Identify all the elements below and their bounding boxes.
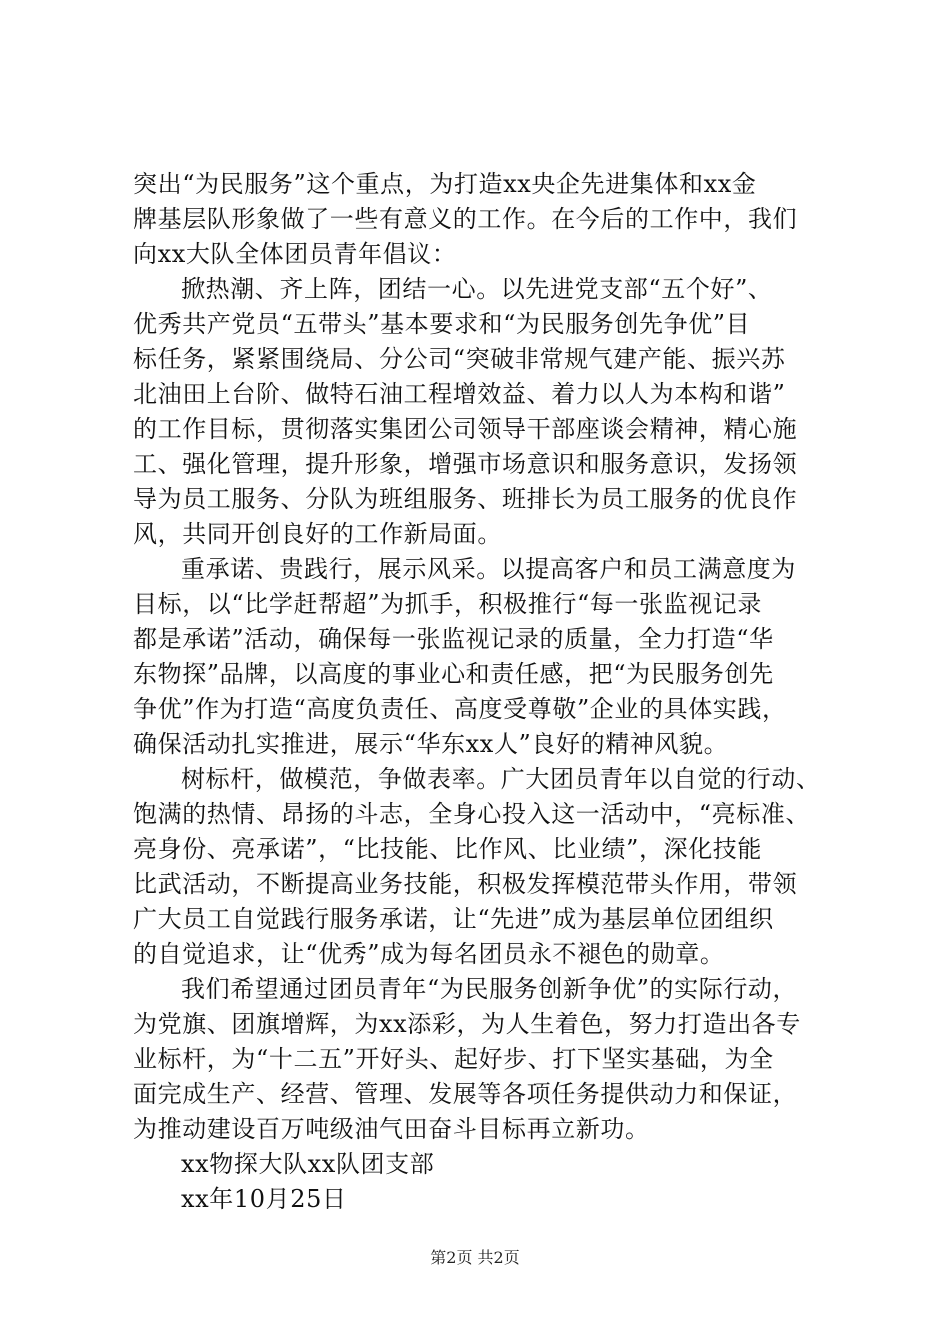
text-line: 饱满的热情、昂扬的斗志，全身心投入这一活动中，“亮标准、 (133, 800, 811, 828)
text-line: 突出“为民服务”这个重点，为打造xx央企先进集体和xx金 (133, 170, 757, 198)
text-line: 标任务，紧紧围绕局、分公司“突破非常规气建产能、振兴苏 (133, 345, 786, 373)
paragraph-4-start: 我们希望通过团员青年“为民服务创新争优”的实际行动， (181, 975, 798, 1003)
text-line: 目标，以“比学赶帮超”为抓手，积极推行“每一张监视记录 (133, 590, 763, 618)
text-line: 确保活动扎实推进，展示“华东xx人”良好的精神风貌。 (133, 730, 729, 758)
text-line: 比武活动，不断提高业务技能，积极发挥模范带头作用，带领 (133, 870, 798, 898)
signature-organization: xx物探大队xx队团支部 (181, 1150, 435, 1178)
text-line: 导为员工服务、分队为班组服务、班排长为员工服务的优良作 (133, 485, 798, 513)
text-line: 广大员工自觉践行服务承诺，让“先进”成为基层单位团组织 (133, 905, 774, 933)
text-line: 的工作目标，贯彻落实集团公司领导干部座谈会精神，精心施 (133, 415, 798, 443)
text-line: 优秀共产党员“五带头”基本要求和“为民服务创先争优”目 (133, 310, 751, 338)
text-line: 都是承诺”活动，确保每一张监视记录的质量，全力打造“华 (133, 625, 774, 653)
text-line: 向xx大队全体团员青年倡议： (133, 240, 457, 268)
text-line: 为推动建设百万吨级油气田奋斗目标再立新功。 (133, 1115, 650, 1143)
text-line: 争优”作为打造“高度负责任、高度受尊敬”企业的具体实践， (133, 695, 787, 723)
paragraph-2-start: 重承诺、贵践行，展示风采。以提高客户和员工满意度为 (181, 555, 796, 583)
text-line: 工、强化管理，提升形象，增强市场意识和服务意识，发扬领 (133, 450, 798, 478)
text-line: 亮身份、亮承诺”，“比技能、比作风、比业绩”，深化技能 (133, 835, 763, 863)
paragraph-1-start: 掀热潮、齐上阵，团结一心。以先进党支部“五个好”、 (181, 275, 773, 303)
text-line: 牌基层队形象做了一些有意义的工作。在今后的工作中，我们 (133, 205, 798, 233)
text-line: 东物探”品牌，以高度的事业心和责任感，把“为民服务创先 (133, 660, 774, 688)
signature-date: xx年10月25日 (181, 1185, 347, 1213)
page-number-footer: 第2页 共2页 (430, 1248, 520, 1267)
paragraph-3-start: 树标杆，做模范，争做表率。广大团员青年以自觉的行动、 (181, 765, 821, 793)
text-line: 北油田上台阶、做特石油工程增效益、着力以人为本构和谐” (133, 380, 786, 408)
text-line: 风，共同开创良好的工作新局面。 (133, 520, 502, 548)
text-line: 的自觉追求，让“优秀”成为每名团员永不褪色的勋章。 (133, 940, 725, 968)
text-line: 面完成生产、经营、管理、发展等各项任务提供动力和保证， (133, 1080, 798, 1108)
text-line: 业标杆，为“十二五”开好头、起好步、打下坚实基础，为全 (133, 1045, 774, 1073)
text-line: 为党旗、团旗增辉，为xx添彩，为人生着色，努力打造出各专 (133, 1010, 801, 1038)
